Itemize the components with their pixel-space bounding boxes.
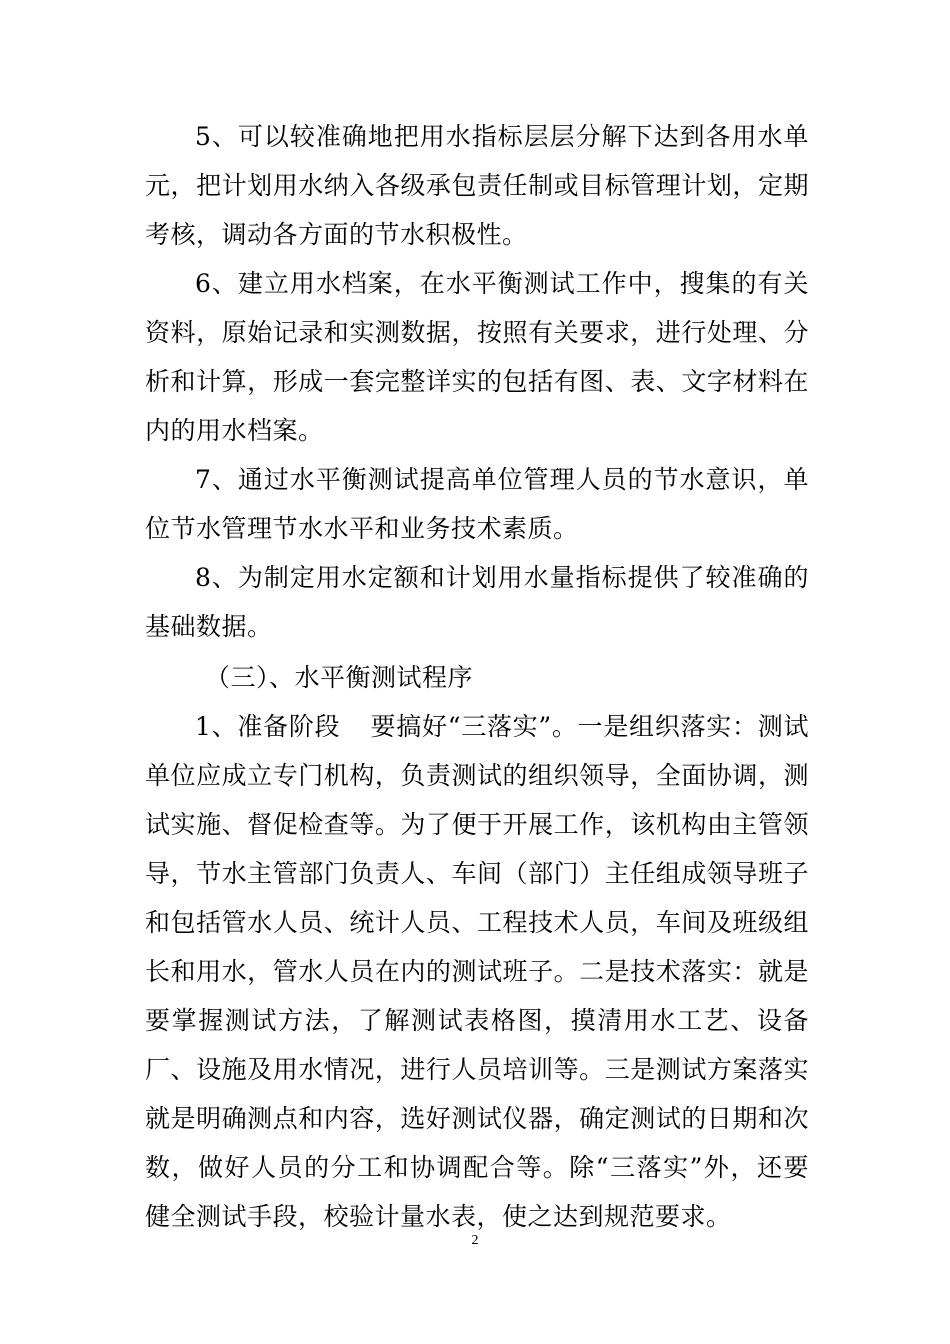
paragraph-item-8: 8、为制定用水定额和计划用水量指标提供了较准确的基础数据。 bbox=[145, 563, 809, 641]
paragraph-item-6: 6、建立用水档案，在水平衡测试工作中，搜集的有关资料，原始记录和实测数据，按照有关要求，进行处理、分析和计算，形成一套完整详实的包括有图、表、文字材料在内的用水档案。 bbox=[145, 269, 809, 445]
page-number: 2 bbox=[471, 1233, 479, 1248]
paragraph-item-5: 5、可以较准确地把用水指标层层分解下达到各用水单元，把计划用水纳入各级承包责任制或目标管理计划，定期考核，调动各方面的节水积极性。 bbox=[145, 122, 809, 249]
document-body bbox=[145, 112, 809, 1241]
paragraph-step-1 bbox=[145, 702, 809, 1241]
paragraph-item-7: 7、通过水平衡测试提高单位管理人员的节水意识，单位节水管理节水水平和业务技术素质。 bbox=[145, 465, 809, 543]
step-1-text: 要搞好“三落实”。一是组织落实：测试单位应成立专门机构，负责测试的组织领导，全面协调，测试实施、督促检查等。为了便于开展工作，该机构由主管领导，节水主管部门负责人、车间（部门）主任组成领导班子和包括管水人员、统计人员、工程技术人员，车间及班级组长和用水，管水人员在内的测试班子。二是技术落实：就是要掌握测试方法，了解测试表格图，摸清用水工艺、设备厂、设施及用水情况，进行人员培训等。三是测试方案落实就是明确测点和内容，选好测试仪器，确定测试的日期和次数，做好人员的分工和协调配合等。除“三落实”外，还要健全测试手段，校验计量水表，使之达到规范要求。 bbox=[145, 712, 809, 1231]
step-1-label: 1、准备阶段 bbox=[195, 712, 341, 741]
section-heading: （三）、水平衡测试程序 bbox=[205, 663, 474, 692]
